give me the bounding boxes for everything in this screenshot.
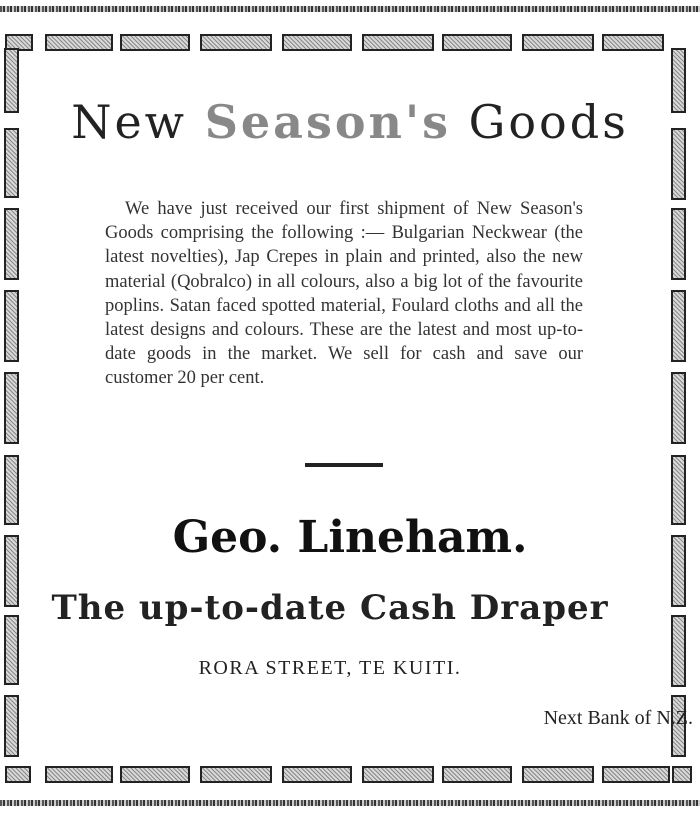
border-bar <box>4 615 19 685</box>
border-bar <box>282 766 352 783</box>
border-bar <box>671 535 686 607</box>
advertisement-body: We have just received our first shipment of New Season's Goods comprising the following :— Bulgarian Neckwear (the latest novelties), Jap Crepes in plain and printed, also the new material (Qobralco) in all colours, also a big lot of the favourite poplins. Satan faced spotted material, Foulard cloths and all the latest designs and colours. These are the latest and most up-to-date goods in the market. We sell for cash and save our customer 20 per cent. <box>105 199 583 389</box>
border-bar <box>282 34 352 51</box>
headline-word-goods: Goods <box>468 95 629 149</box>
merchant-address: RORA STREET, TE KUITI. <box>198 657 462 679</box>
merchant-tagline: The up-to-date Cash Draper <box>51 588 609 628</box>
border-bar <box>4 535 19 607</box>
border-bar <box>4 695 19 757</box>
border-bar <box>602 34 664 51</box>
location-note: Next Bank of N.Z. <box>543 707 693 729</box>
border-bar <box>522 766 594 783</box>
border-bar <box>45 766 113 783</box>
border-bar <box>671 48 686 113</box>
border-bar <box>4 128 19 198</box>
border-bar <box>672 766 692 783</box>
border-bar <box>362 34 434 51</box>
border-bar <box>671 455 686 525</box>
border-bar <box>200 34 272 51</box>
border-bar <box>4 48 19 113</box>
border-bar <box>602 766 670 783</box>
border-bar <box>442 766 512 783</box>
border-bar <box>671 615 686 687</box>
border-bar <box>362 766 434 783</box>
border-bar <box>4 290 19 362</box>
border-bar <box>5 766 31 783</box>
border-bar <box>120 766 190 783</box>
border-bar <box>4 208 19 280</box>
border-bar <box>4 372 19 444</box>
top-rule <box>0 6 700 12</box>
border-bar <box>671 372 686 444</box>
headline-word-new: New <box>71 95 188 149</box>
headline <box>40 95 660 149</box>
border-bar <box>442 34 512 51</box>
border-bar <box>4 455 19 525</box>
divider <box>305 463 383 467</box>
border-bar <box>200 766 272 783</box>
border-bar <box>522 34 594 51</box>
merchant-name: Geo. Lineham. <box>172 512 528 563</box>
headline-word-seasons: Season's <box>204 95 451 149</box>
border-bar <box>671 128 686 200</box>
border-bar <box>45 34 113 51</box>
border-bar <box>120 34 190 51</box>
bottom-rule <box>0 800 700 806</box>
advertisement <box>40 60 693 760</box>
border-bar <box>671 290 686 362</box>
border-bar <box>671 208 686 280</box>
